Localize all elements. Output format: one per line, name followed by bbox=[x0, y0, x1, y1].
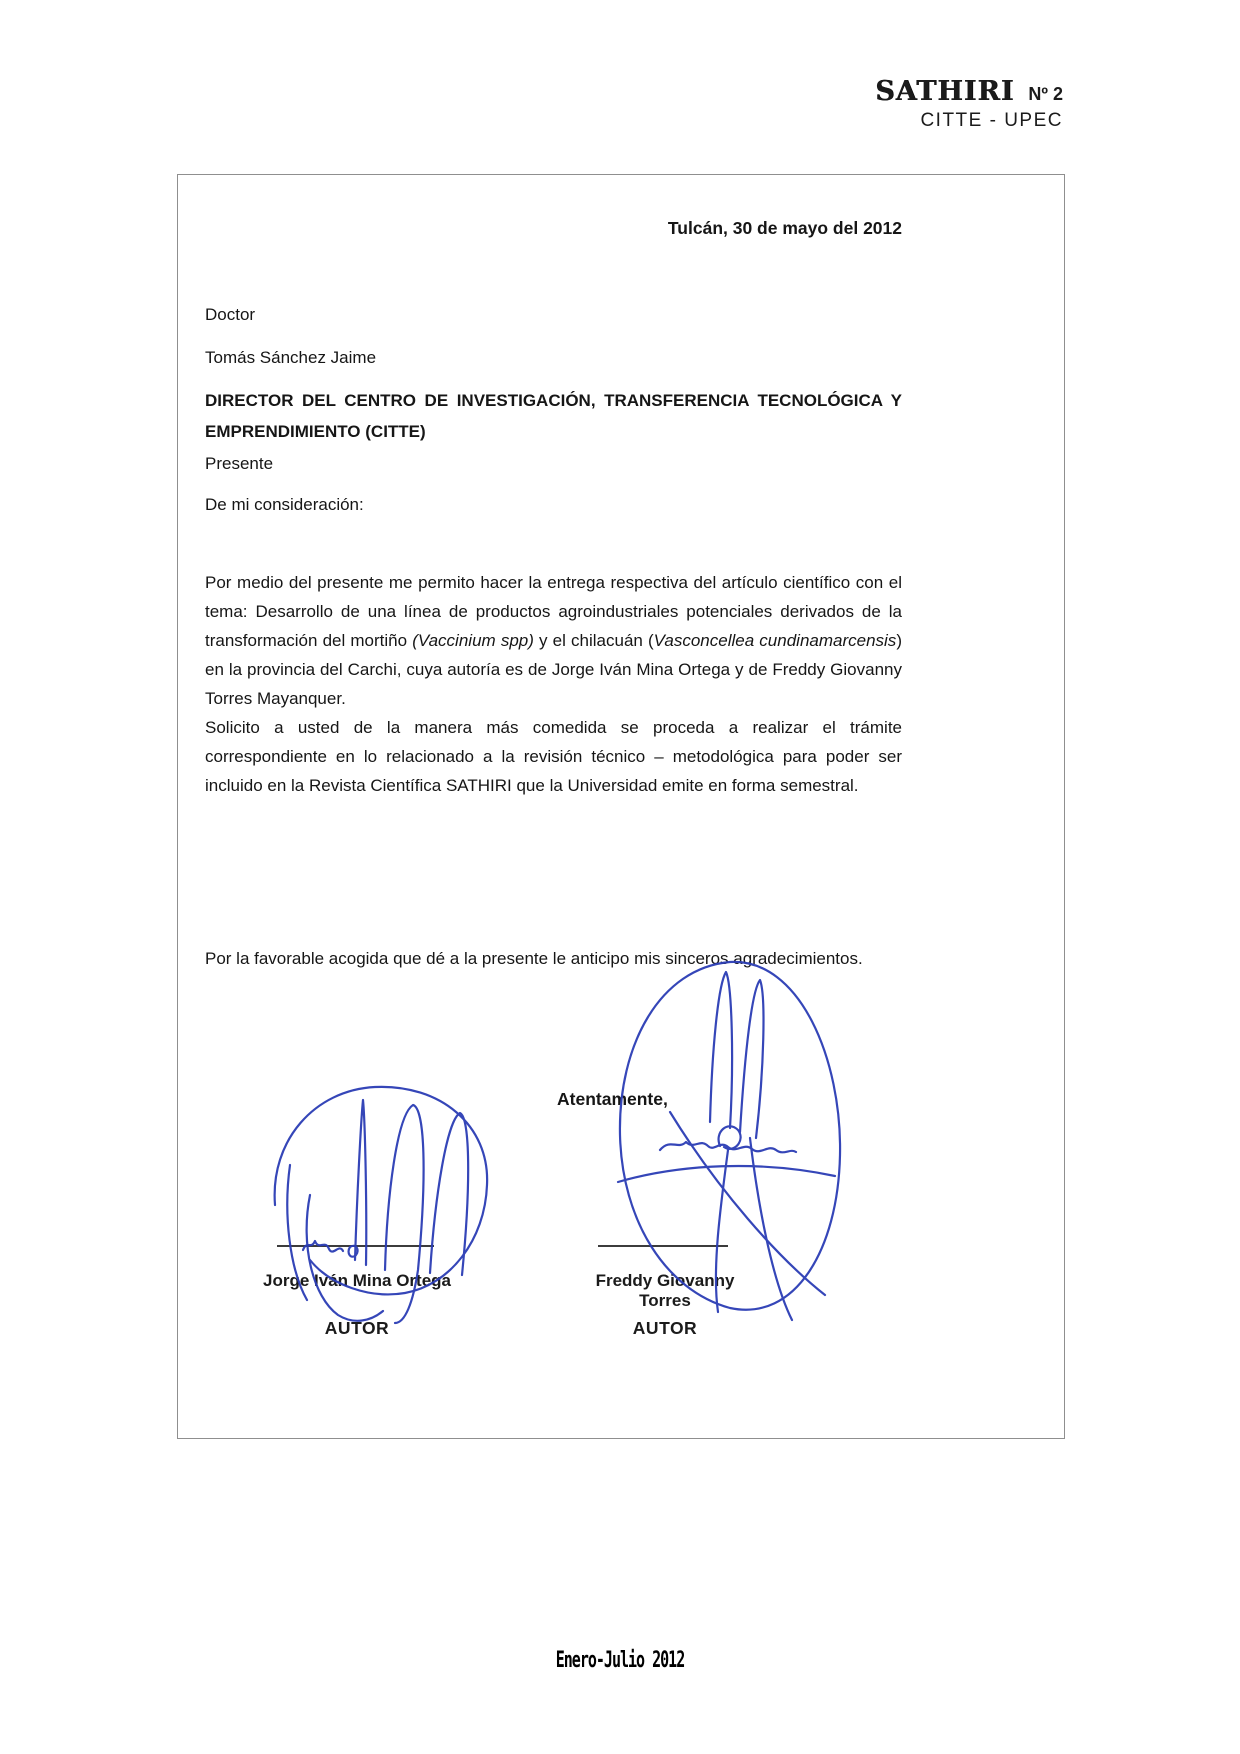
para1-species-1: (Vaccinium spp) bbox=[412, 631, 534, 650]
journal-header bbox=[875, 76, 1063, 132]
recipient-name: Tomás Sánchez Jaime bbox=[205, 348, 377, 367]
signatory-name-right: Freddy Giovanny Torres bbox=[595, 1271, 735, 1310]
body-paragraph-2: Solicito a usted de la manera más comedida se proceda a realizar el trámite correspondiente en lo relacionado a la revisión técnico – metodológica para poder ser incluido en la Revista Científica SATHIRI que la Universidad emite en forma semestral. bbox=[205, 718, 902, 795]
signature-line-left bbox=[277, 1245, 434, 1247]
signatory-role-left: AUTOR bbox=[324, 1318, 390, 1338]
signatory-role-right: AUTOR bbox=[632, 1318, 698, 1338]
para1-species-2: Vasconcellea cundinamarcensis bbox=[653, 631, 897, 650]
signature-line-right bbox=[598, 1245, 728, 1247]
body-paragraph-1 bbox=[205, 568, 902, 713]
para1-seg3: y el chilacuán ( bbox=[533, 631, 654, 650]
journal-title-row bbox=[875, 76, 1063, 107]
journal-name: SATHIRI bbox=[875, 76, 1015, 107]
signatory-name-left: Jorge Iván Mina Ortega bbox=[263, 1271, 451, 1290]
recipient-role: DIRECTOR DEL CENTRO DE INVESTIGACIÓN, TRANSFERENCIA TECNOLÓGICA Y EMPRENDIMIENTO (CITTE) bbox=[205, 391, 902, 441]
para1-seg5: ) en la provincia del Carchi, cuya autoría es de Jorge Iván Mina Ortega y de Freddy Giovanny Torres Mayanquer. bbox=[205, 631, 902, 708]
salutation-title: Doctor bbox=[205, 305, 256, 324]
para1-seg1: Por medio del presente me permito hacer la entrega respectiva del artículo científico con el tema: Desarrollo de una línea de productos agroindustriales potenciales derivados de la transformación del mortiño bbox=[205, 573, 902, 650]
journal-organization: CITTE - UPEC bbox=[920, 110, 1063, 131]
letter-date: Tulcán, 30 de mayo del 2012 bbox=[667, 218, 902, 238]
body-paragraph-3: Por la favorable acogida que dé a la presente le anticipo mis sinceros agradecimientos. bbox=[205, 949, 863, 968]
closing-line: Atentamente, bbox=[557, 1089, 668, 1109]
greeting-line: De mi consideración: bbox=[205, 495, 364, 514]
issue-period-footer: Enero-Julio 2012 bbox=[555, 1646, 685, 1673]
presente-line: Presente bbox=[205, 454, 274, 473]
journal-issue-number: Nº 2 bbox=[1028, 84, 1063, 104]
